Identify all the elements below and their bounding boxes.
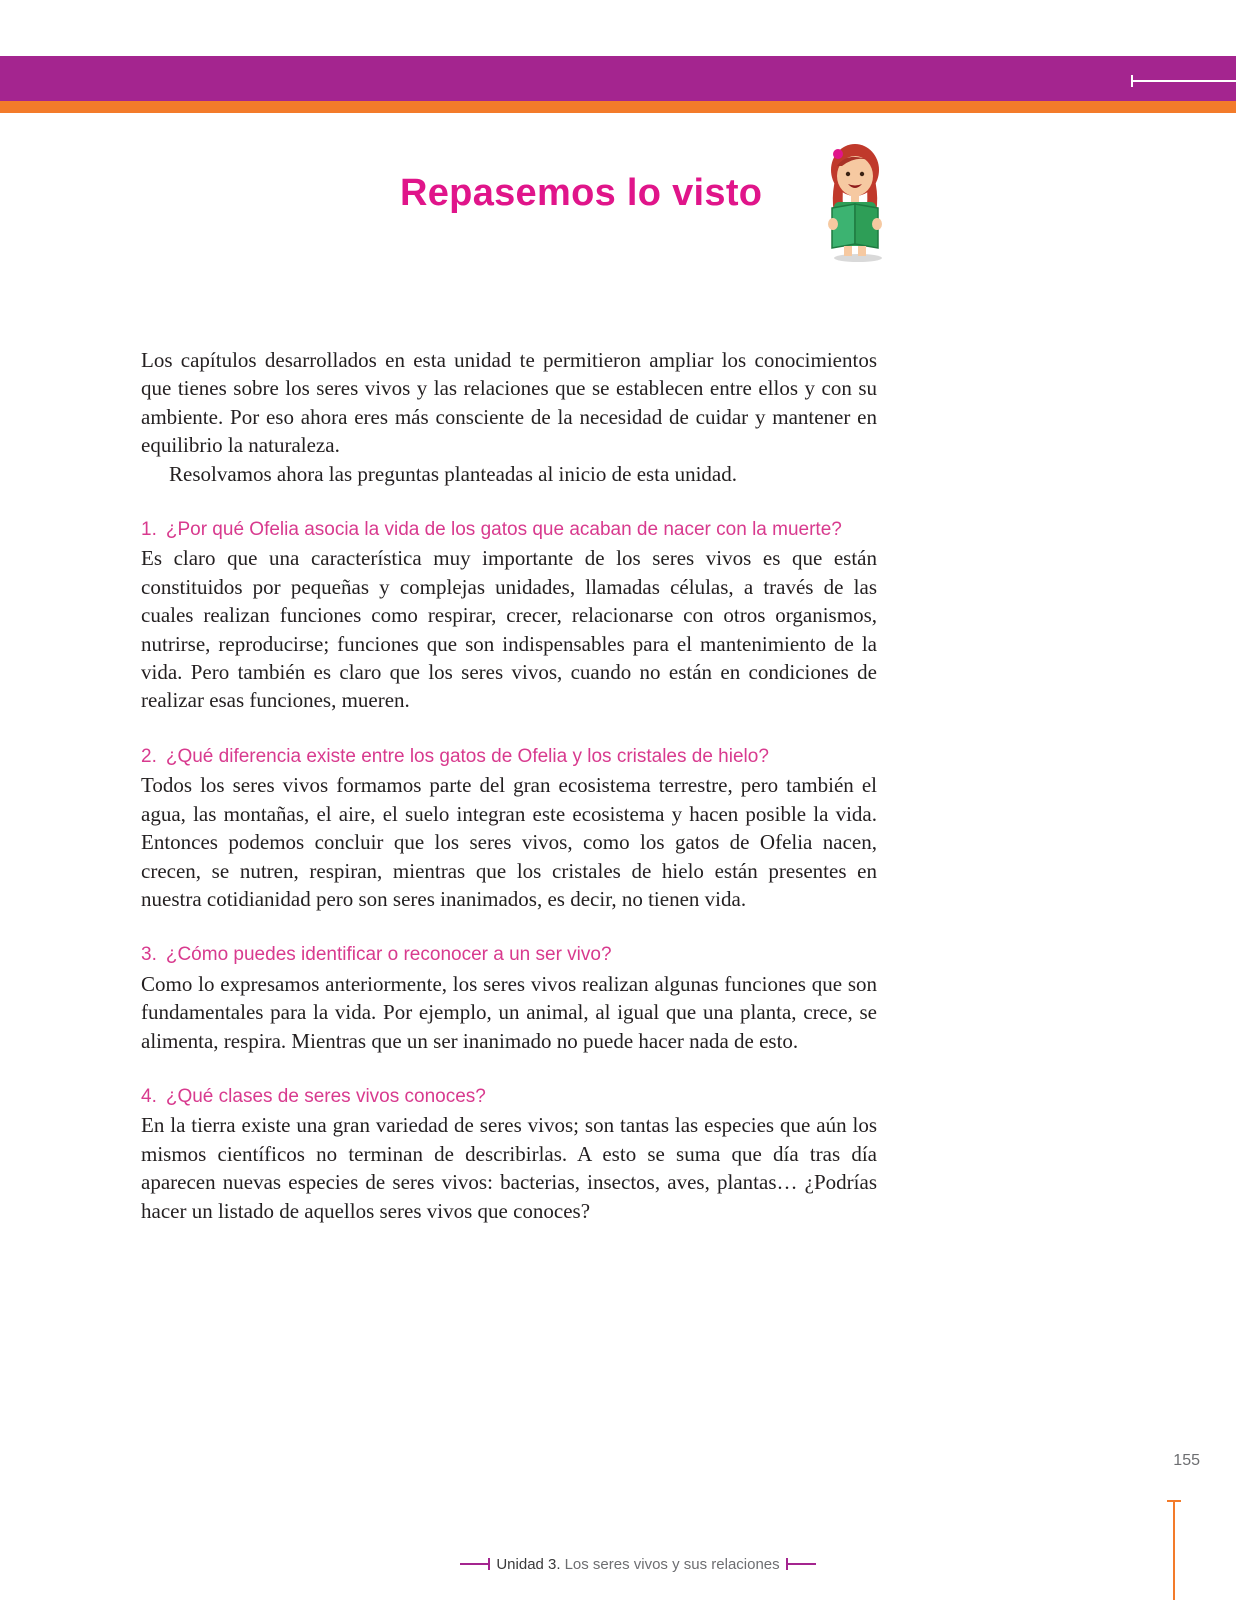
question-heading	[141, 516, 877, 544]
question-number: 2.	[141, 745, 157, 767]
question-block-2	[141, 743, 877, 913]
question-text: ¿Por qué Ofelia asocia la vida de los gatos que acaban de nacer con la muerte?	[165, 519, 842, 541]
footer-unit-title: Los seres vivos y sus relaciones	[564, 1555, 780, 1573]
section-title: Repasemos lo visto	[400, 172, 763, 214]
answer-paragraph: Todos los seres vivos formamos parte del gran ecosistema terrestre, pero también el agua, las montañas, el aire, el suelo integran este ecosistema y hacen posible la vida. Entonces podemos concluir que los seres vivos, como los gatos de Ofelia nacen, crecen, se nutren, respiran, mientras que los cristales de hielo están presentes en nuestra cotidianidad pero son seres inanimados, es decir, no tienen vida.	[141, 773, 877, 911]
question-number: 4.	[141, 1085, 157, 1107]
footer-right-dash	[786, 1563, 816, 1565]
question-block-3	[141, 941, 877, 1055]
question-number: 3.	[141, 944, 157, 966]
question-block-4	[141, 1083, 877, 1225]
answer-paragraph: En la tierra existe una gran variedad de seres vivos; son tantas las especies que aún los mismos científicos no terminan de describirlas. A esto se suma que día tras día aparecen nuevas especies de seres vivos: bacterias, insectos, aves, plantas… ¿Podrías hacer un listado de aquellos seres vivos que conoces?	[141, 1113, 877, 1223]
body-text	[141, 346, 877, 1225]
question-text: ¿Cómo puedes identificar o reconocer a un ser vivo?	[165, 944, 612, 966]
header-orange-band	[0, 101, 1236, 113]
header-rule-tick	[1131, 75, 1133, 87]
header-rule	[1131, 80, 1236, 82]
question-heading	[141, 743, 877, 771]
question-heading	[141, 941, 877, 969]
header-purple-band	[0, 56, 1236, 101]
question-text: ¿Qué clases de seres vivos conoces?	[165, 1085, 486, 1107]
question-number: 1.	[141, 519, 157, 541]
question-text: ¿Qué diferencia existe entre los gatos de Ofelia y los cristales de hielo?	[165, 745, 769, 767]
girl-reading-book-icon	[818, 136, 890, 264]
answer-paragraph: Es claro que una característica muy importante de los seres vivos es que están constituidos por pequeñas y complejas unidades, llamadas células, a través de las cuales realizan funciones como respirar, crecer, relacionarse con otros organismos, nutrirse, reproducirse; funciones que son indispensables para el mantenimiento de la vida. Pero también es claro que los seres vivos, cuando no están en condiciones de realizar esas funciones, mueren.	[141, 546, 877, 713]
running-footer	[450, 1552, 826, 1576]
answer-paragraph: Como lo expresamos anteriormente, los seres vivos realizan algunas funciones que son fundamentales para la vida. Por ejemplo, un animal, al igual que una planta, crece, se alimenta, respira. Mientras que un ser inanimado no puede hacer nada de esto.	[141, 971, 877, 1053]
page-number: 155	[1173, 1452, 1200, 1469]
question-heading	[141, 1083, 877, 1111]
footer-left-dash	[460, 1563, 490, 1565]
side-rule	[1173, 1500, 1175, 1600]
question-block-1	[141, 516, 877, 715]
footer-unit-label: Unidad 3.	[496, 1555, 561, 1573]
intro-paragraph-2: Resolvamos ahora las preguntas planteadas al inicio de esta unidad.	[169, 461, 737, 486]
intro-paragraph: Los capítulos desarrollados en esta unidad te permitieron ampliar los conocimientos que tienes sobre los seres vivos y las relaciones que se establecen entre ellos y con su ambiente. Por eso ahora eres más consciente de la necesidad de cuidar y mantener en equilibrio la naturaleza.	[141, 348, 877, 458]
